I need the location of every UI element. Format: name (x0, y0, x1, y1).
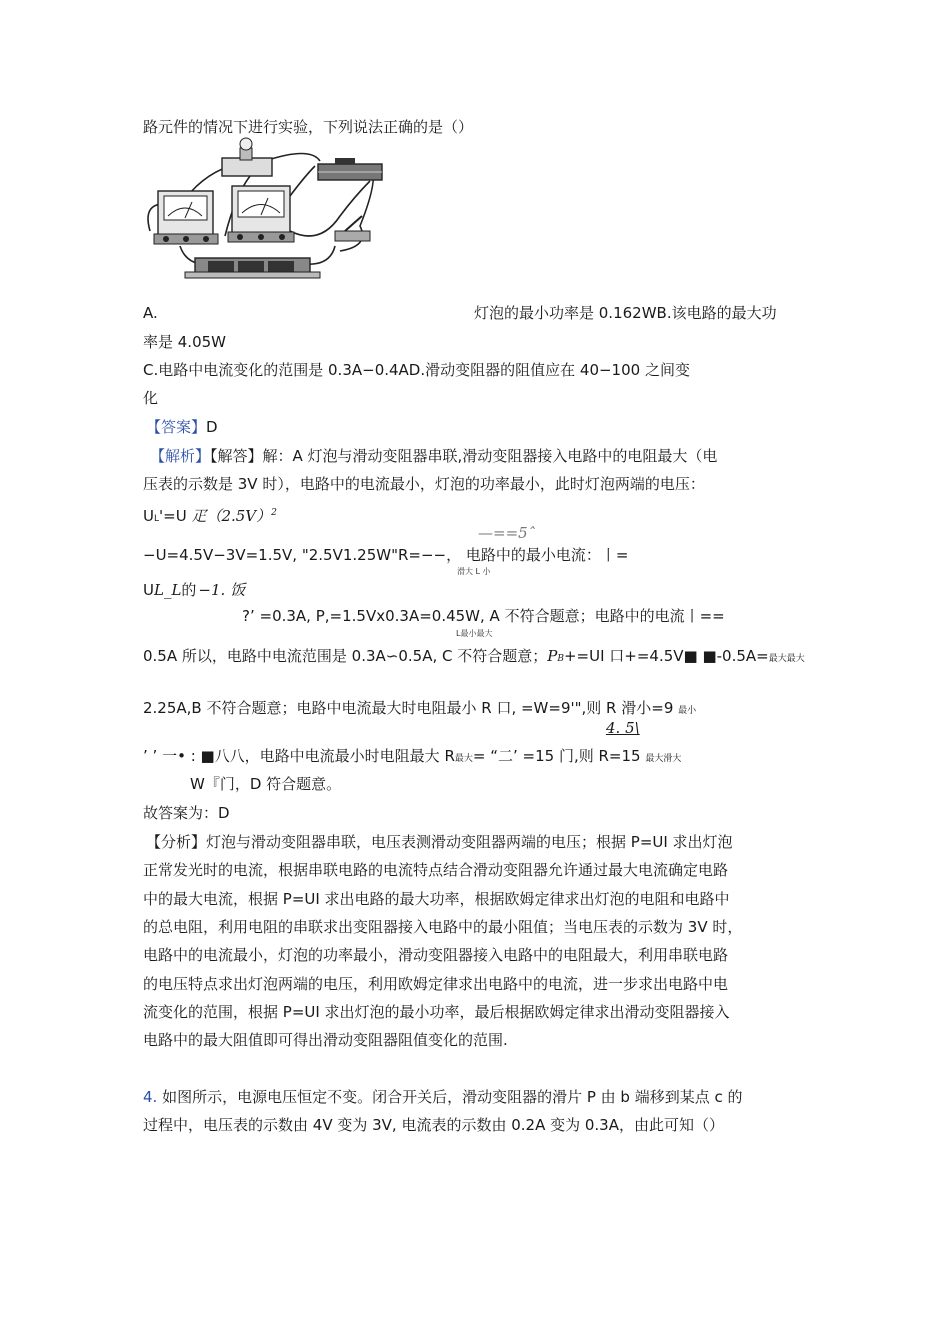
formula-power: +=UI 口+=4.5V■ ■-0.5A= (563, 647, 769, 665)
formula-de: 的 (181, 581, 197, 599)
analysis-line-5 (143, 580, 245, 600)
fenxi-line-5: 电路中的电流最小，灯泡的功率最小，滑动变阻器接入电路中的电阻最大，利用串联电路 (143, 946, 729, 964)
analysis-text-1: 【解答】解：A 灯泡与滑动变阻器串联,滑动变阻器接入电路中的电阻最大（电 (210, 447, 718, 465)
formula-power-sub: 最大最大 (768, 654, 805, 664)
question-4-number: 4. (143, 1088, 158, 1106)
formula-u: U (143, 507, 154, 525)
option-a-text: 灯泡的最小功率是 0.162WB.该电路的最大功 (474, 304, 777, 322)
option-c-continued: 化 (143, 389, 159, 407)
formula-sub-l: L (153, 514, 159, 524)
min-resistance-sub: 最小 (678, 706, 697, 716)
fenxi-line-2: 正常发光时的电流，根据串联电路的电流特点结合滑动变阻器允许通过最大电流确定电路 (143, 861, 729, 879)
fenxi-line-4: 的总电阻，利用电阻的串联求出变阻器接入电路中的最小阻值；当电压表的示数为 3V 时， (143, 918, 743, 936)
analysis-line-9 (143, 746, 681, 769)
max-resistance-sub: 最大 (454, 754, 473, 764)
formula-italic: 疋（2.5V） (191, 507, 272, 525)
answer-value: D (206, 418, 218, 436)
range-text: 0.5A 所以，电路中电流范围是 0.3A∽0.5A, C 不符合题意； (143, 647, 548, 665)
formula-fan: −1. 饭 (198, 581, 246, 599)
formula-float-1: —==5ˆ (478, 524, 536, 542)
fenxi-line-3: 中的最大电流，根据 P=UI 求出电路的最大功率，根据欧姆定律求出灯泡的电阻和电路中 (143, 890, 730, 908)
analysis-line-11: 故答案为：D (143, 804, 230, 822)
max-resistance-sub2: 最大滑大 (645, 754, 682, 764)
analysis-line-1 (150, 446, 717, 466)
fenxi-line-6: 的电压特点求出灯泡两端的电压，利用欧姆定律求出电路中的电流，进一步求出电路中电 (143, 975, 729, 993)
fenxi-line-7: 流变化的范围，根据 P=UI 求出灯泡的最小功率，最后根据欧姆定律求出滑动变阻器接入 (143, 1003, 730, 1021)
analysis-line-2: 压表的示数是 3V 时），电路中的电流最小，灯泡的功率最小，此时灯泡两端的电压： (143, 475, 705, 493)
subscript-note-2: L最小最大 (456, 629, 493, 638)
circuit-diagram-image (140, 136, 394, 286)
fenxi-line-8: 电路中的最大阻值即可得出滑动变阻器阻值变化的范围. (143, 1031, 508, 1049)
analysis-label: 【解析】 (150, 447, 211, 465)
formula-u2: U (143, 581, 154, 599)
question-4-line-1 (143, 1087, 743, 1107)
formula-u-eq: '=U (159, 507, 187, 525)
question-4-line-2: 过程中，电压表的示数由 4V 变为 3V, 电流表的示数由 0.2A 变为 0.3A，由此可知（） (143, 1116, 724, 1134)
analysis-line-7 (143, 646, 805, 669)
analysis-line-10: W『门，D 符合题意。 (190, 775, 342, 793)
analysis-line-3 (143, 503, 277, 529)
option-c-text: C.电路中电流变化的范围是 0.3A−0.4AD.滑动变阻器的阻值应在 40−100 之间变 (143, 361, 690, 379)
max-resistance-text: ’ ’ 一• : ■八八，电路中电流最小时电阻最大 R (143, 747, 455, 765)
answer-label: 【答案】 (146, 418, 207, 436)
formula-l: L_L (153, 581, 182, 599)
subscript-note-1: 滑大 L 小 (457, 567, 491, 576)
question-4-text-1: 如图所示，电源电压恒定不变。闭合开关后，滑动变阻器的滑片 P 由 b 端移到某点 c 的 (157, 1088, 743, 1106)
analysis-line-4: −U=4.5V−3V=1.5V, "2.5V1.25W"R=−−， 电路中的最小电流：丨= (143, 546, 629, 564)
fenxi-line-1: 【分析】灯泡与滑动变阻器串联，电压表测滑动变阻器两端的电压；根据 P=UI 求出灯泡 (146, 833, 733, 851)
formula-p: P (547, 647, 558, 665)
option-a-label: A. (143, 304, 158, 322)
formula-sup: 2 (271, 508, 277, 518)
option-a-continued: 率是 4.05W (143, 333, 226, 351)
max-resistance-eq: = “二’ =15 门,则 R=15 (472, 747, 641, 765)
min-resistance-text: 2.25A,B 不符合题意；电路中电流最大时电阻最小 R 口, =W=9'",则 R 滑小=9 (143, 699, 674, 717)
answer-line (146, 417, 218, 437)
question-stem-tail: 路元件的情况下进行实验，下列说法正确的是（） (143, 118, 474, 136)
formula-float-2: 4. 5\ (606, 719, 640, 737)
formula-p-sub: B (557, 654, 564, 664)
analysis-line-6: ?’ =0.3A, P,=1.5Vx0.3A=0.45W, A 不符合题意；电路中的电流丨== (242, 607, 725, 625)
